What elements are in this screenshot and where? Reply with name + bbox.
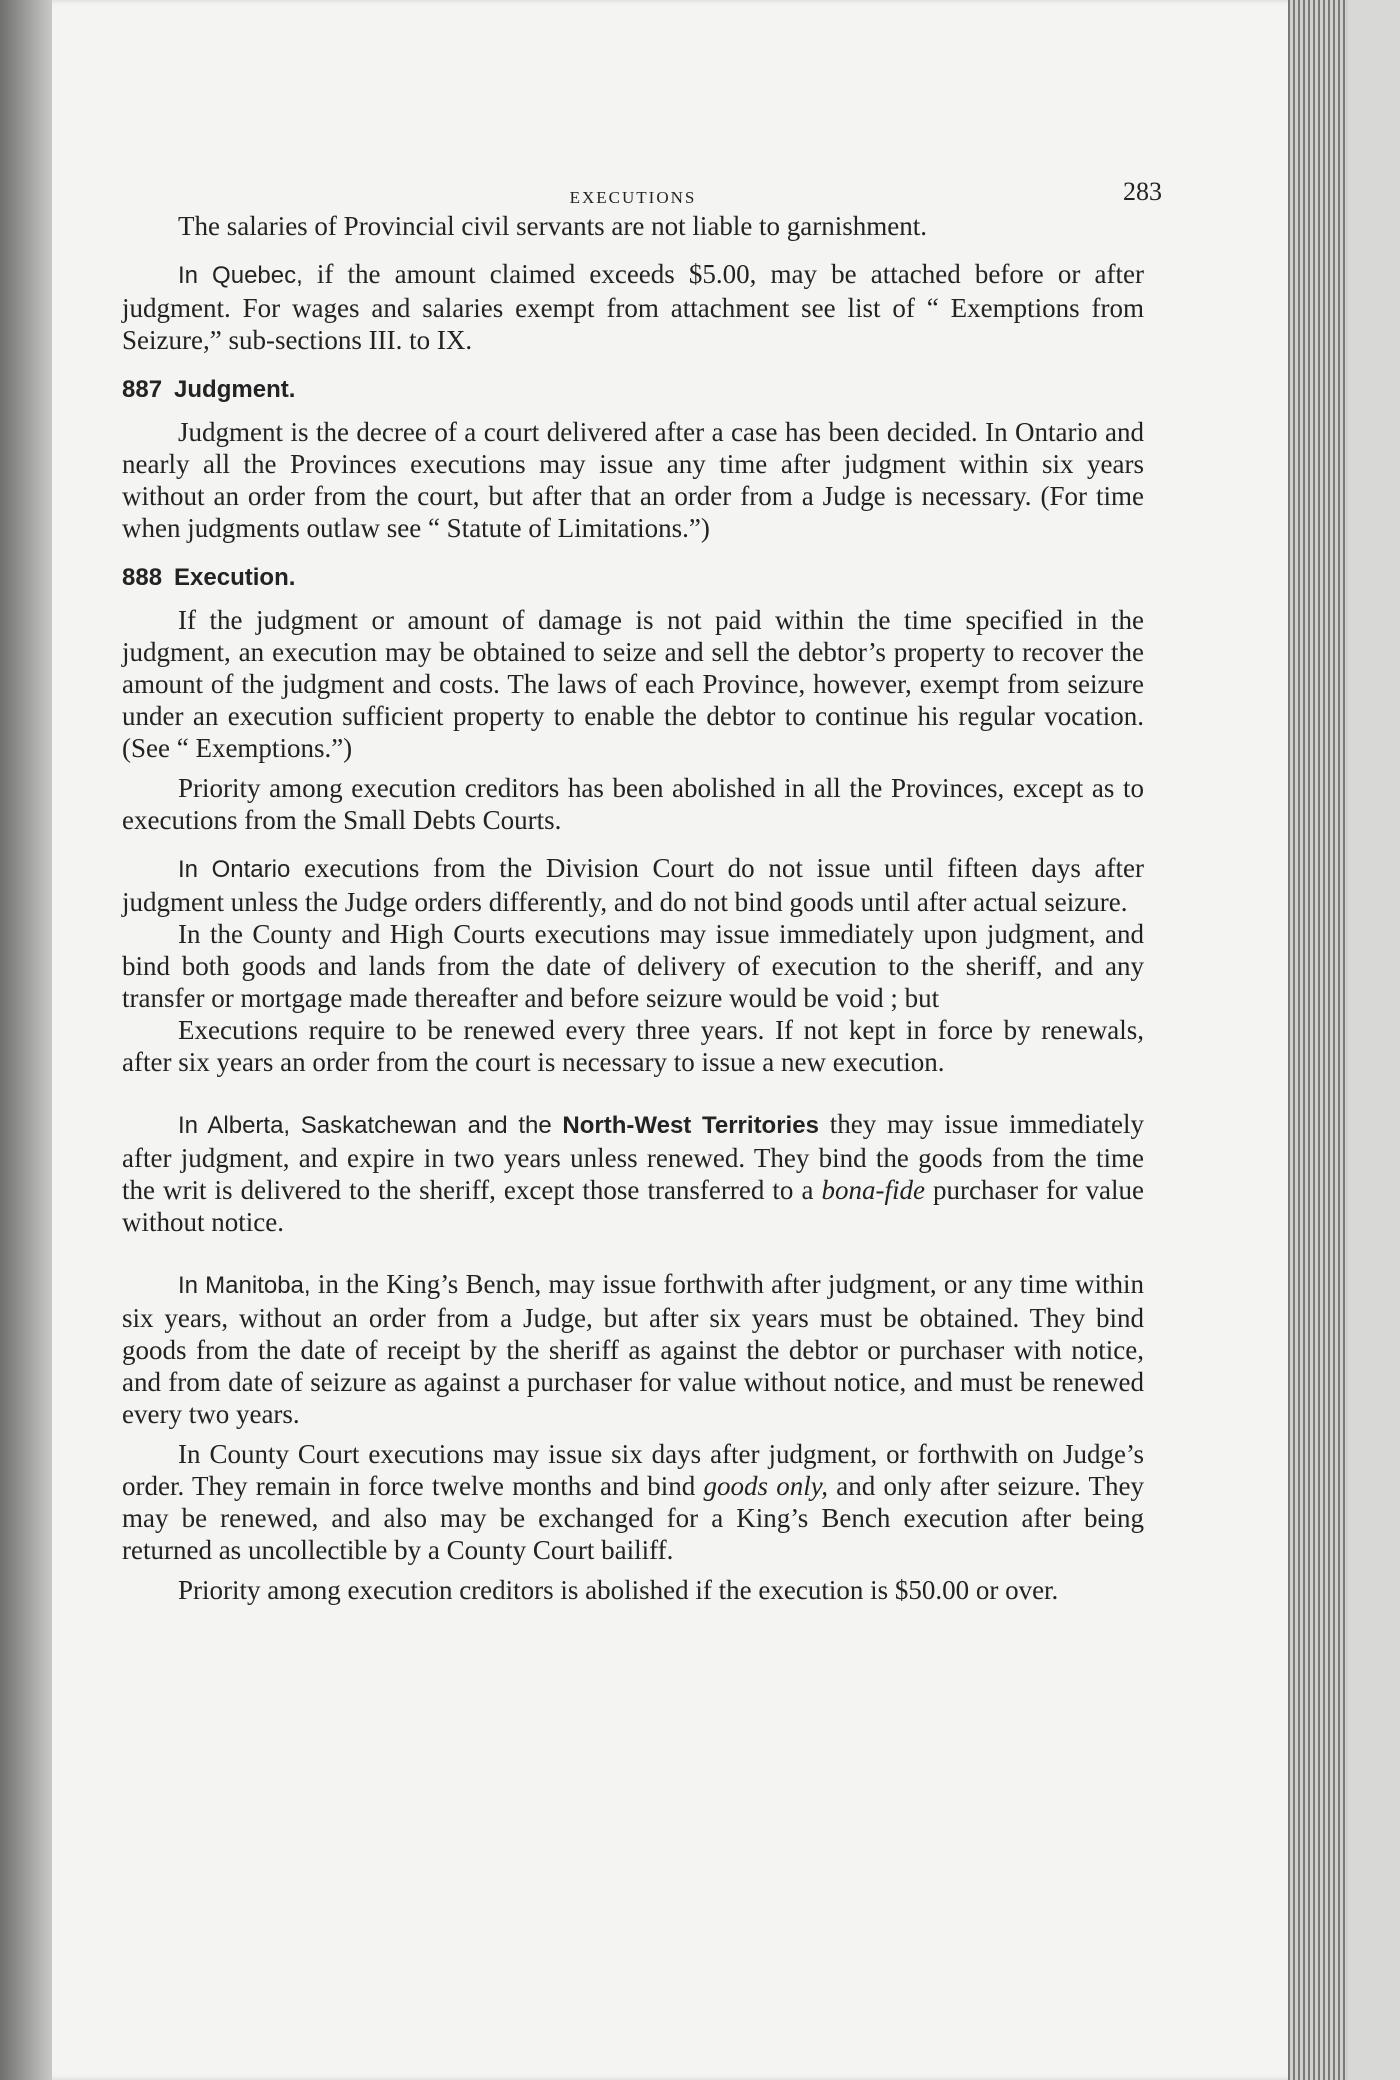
quebec-text: if the amount claimed exceeds $5.00, may be attached before or after judgment. For wages and salaries exempt from attachment see list of “ Exemptions from Seizure,” sub-sections III. to IX. [122, 259, 1144, 355]
section-title-888: Execution. [174, 564, 296, 591]
running-head [122, 170, 1162, 210]
ontario-lead: In Ontario [178, 856, 291, 883]
section-heading-887 [122, 374, 1144, 406]
facing-page-edge [0, 0, 52, 2080]
quebec-paragraph [122, 258, 1144, 356]
section-title-887: Judgment. [174, 376, 296, 403]
ontario-paragraph-2: In the County and High Courts executions may issue immediately upon judgment, and bind both goods and lands from the date of delivery of execution to the sheriff, and any transfer or mortgage made thereafter and before seizure would be void ; but [122, 919, 1144, 1013]
salaries-paragraph: The salaries of Provincial civil servants are not liable to garnishment. [178, 211, 928, 241]
manitoba-text: in the King’s Bench, may issue forthwith after judgment, or any time within six years, without an order from a Judge, but after six years must be obtained. They bind goods from the date of receipt by the sheriff as against the debtor or purchaser with notice, and from date of seizure as against a purchaser for value without notice, and must be renewed every two years. [122, 1269, 1144, 1429]
page-number: 283 [1123, 177, 1162, 206]
alberta-text-2: purchaser for value without notice. [122, 1175, 1144, 1237]
running-title: EXECUTIONS [569, 188, 697, 207]
manitoba-text-2b: and only after seizure. They may be renewed, and also may be exchanged for a King’s Bench execution after being returned as uncollectible by a County Court bailiff. [122, 1471, 1144, 1565]
manitoba-paragraph-2 [122, 1438, 1144, 1566]
ontario-paragraph-1 [122, 852, 1144, 918]
manitoba-italic: goods only, [703, 1471, 829, 1501]
section-number-887: 887 [122, 376, 163, 403]
execution-paragraph-1: If the judgment or amount of damage is not paid within the time specified in the judgment, an execution may be obtained to seize and sell the debtor’s property to recover the amount of the judgment and costs. The laws of each Province, however, exempt from seizure under an execution sufficient property to enable the debtor to continue his regular vocation. (See “ Exemptions.”) [122, 605, 1144, 763]
alberta-lead-bold: North-West Territories [562, 1112, 819, 1139]
judgment-paragraph: Judgment is the decree of a court delivered after a case has been decided. In Ontario and nearly all the Provinces executions may issue any time after judgment within six years without an order from the court, but after that an order from a Judge is necessary. (For time when judgments outlaw see “ Statute of Limitations.”) [122, 417, 1144, 543]
alberta-italic: bona-fide [821, 1175, 925, 1205]
ontario-text: executions from the Division Court do not issue until fifteen days after judgment unless the Judge orders differently, and do not bind goods until after actual seizure. [122, 853, 1144, 917]
ontario-paragraph-3: Executions require to be renewed every three years. If not kept in force by renewals, after six years an order from the court is necessary to issue a new execution. [122, 1015, 1144, 1077]
alberta-text-1: they may issue immediately after judgment, and expire in two years unless renewed. They bind the goods from the time the writ is delivered to the sheriff, except those transferred to a [122, 1109, 1144, 1205]
manitoba-paragraph-3: Priority among execution creditors is abolished if the execution is $50.00 or over. [178, 1575, 1059, 1605]
execution-paragraph-2: Priority among execution creditors has been abolished in all the Provinces, except as to executions from the Small Debts Courts. [122, 773, 1144, 835]
page-stack-edges [1288, 0, 1348, 2080]
alberta-lead: In Alberta, Saskatchewan and the [178, 1112, 563, 1139]
section-heading-888 [122, 562, 1144, 594]
page-content [122, 170, 1162, 1606]
quebec-lead: In Quebec, [178, 262, 303, 289]
manitoba-lead: In Manitoba, [178, 1272, 311, 1299]
manitoba-text-2a: In County Court executions may issue six days after judgment, or forthwith on Judge’s order. They remain in force twelve months and bind [122, 1439, 1144, 1501]
manitoba-paragraph-1 [122, 1268, 1144, 1430]
alberta-paragraph [122, 1108, 1144, 1238]
section-number-888: 888 [122, 564, 163, 591]
